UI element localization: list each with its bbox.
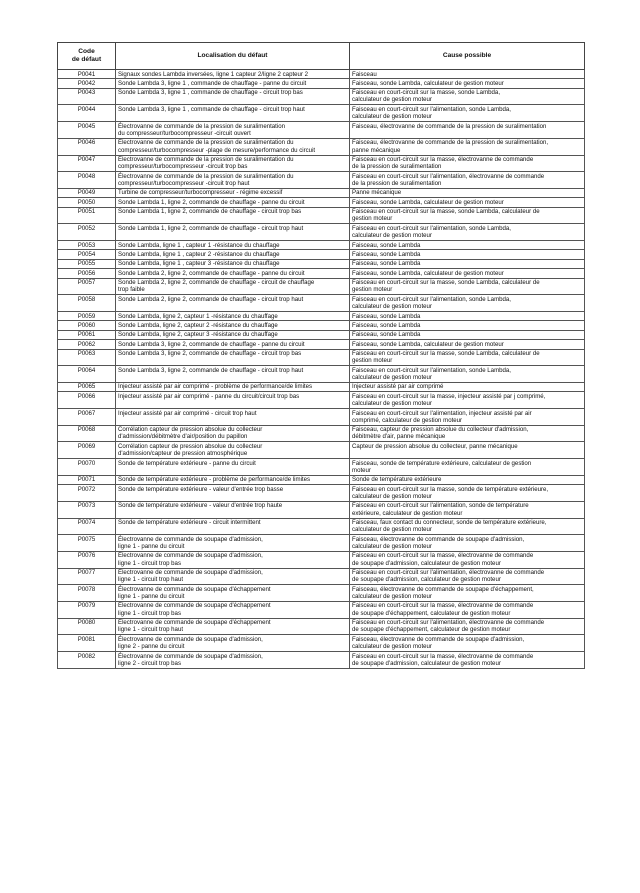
fault-code-cell: P0050 <box>58 198 116 207</box>
possible-cause-cell: Faisceau, sonde Lambda <box>350 330 585 339</box>
possible-cause-cell: Sonde de température extérieure <box>350 475 585 484</box>
table-row <box>58 321 585 330</box>
fault-location-cell: Sonde de température extérieure - circuit intermittent <box>116 518 350 535</box>
possible-cause-cell: Faisceau en court-circuit sur l'alimentation, sonde Lambda, calculateur de gestion moteur <box>350 224 585 241</box>
fault-location-cell: Sonde de température extérieure - panne du circuit <box>116 459 350 476</box>
table-row <box>58 425 585 442</box>
fault-code-sheet <box>57 42 584 669</box>
possible-cause-cell: Faisceau en court-circuit sur l'alimentation, injecteur assisté par air comprimé, calculateur de gestion moteur <box>350 409 585 426</box>
fault-code-cell: P0077 <box>58 568 116 585</box>
table-row <box>58 635 585 652</box>
fault-code-cell: P0062 <box>58 340 116 349</box>
fault-code-cell: P0051 <box>58 207 116 224</box>
possible-cause-cell: Capteur de pression absolue du collecteur, panne mécanique <box>350 442 585 459</box>
fault-code-cell: P0060 <box>58 321 116 330</box>
possible-cause-cell: Faisceau, sonde Lambda <box>350 241 585 250</box>
table-row <box>58 518 585 535</box>
possible-cause-cell: Faisceau en court-circuit sur la masse, injecteur assisté par j comprimé, calculateur de gestion moteur <box>350 392 585 409</box>
fault-location-cell: Électrovanne de commande de soupape d'admission, ligne 1 - circuit trop haut <box>116 568 350 585</box>
possible-cause-cell: Faisceau, électrovanne de commande de soupape d'admission, calculateur de gestion moteur <box>350 535 585 552</box>
table-row <box>58 618 585 635</box>
fault-code-cell: P0074 <box>58 518 116 535</box>
fault-code-cell: P0080 <box>58 618 116 635</box>
fault-location-cell: Sonde Lambda, ligne 2, capteur 1 -résistance du chauffage <box>116 312 350 321</box>
possible-cause-cell: Faisceau en court-circuit sur la masse, électrovanne de commande de la pression de suralimentation <box>350 155 585 172</box>
fault-location-cell: Signaux sondes Lambda inversées, ligne 1 capteur 2/ligne 2 capteur 2 <box>116 70 350 79</box>
possible-cause-cell: Faisceau en court-circuit sur l'alimentation, électrovanne de commande de la pression de suralimentation <box>350 172 585 189</box>
fault-code-cell: P0055 <box>58 259 116 268</box>
possible-cause-cell: Faisceau en court-circuit sur la masse, sonde Lambda, calculateur de gestion moteur <box>350 207 585 224</box>
table-row <box>58 259 585 268</box>
possible-cause-cell: Faisceau en court-circuit sur l'alimentation, sonde de température extérieure, calculateur de gestion moteur <box>350 501 585 518</box>
possible-cause-cell: Faisceau, faux contact du connecteur, sonde de température extérieure, calculateur de gestion moteur <box>350 518 585 535</box>
fault-location-cell: Sonde Lambda 1, ligne 2, commande de chauffage - circuit trop haut <box>116 224 350 241</box>
fault-code-cell: P0071 <box>58 475 116 484</box>
fault-location-cell: Sonde Lambda, ligne 2, capteur 2 -résistance du chauffage <box>116 321 350 330</box>
possible-cause-cell: Faisceau, sonde Lambda, calculateur de gestion moteur <box>350 340 585 349</box>
fault-code-cell: P0044 <box>58 105 116 122</box>
fault-location-cell: Injecteur assisté par air comprimé - problème de performance/de limites <box>116 382 350 391</box>
table-row <box>58 241 585 250</box>
fault-location-cell: Électrovanne de commande de soupape d'admission, ligne 2 - circuit trop bas <box>116 652 350 669</box>
table-row <box>58 155 585 172</box>
fault-code-table <box>57 42 585 669</box>
fault-code-cell: P0064 <box>58 366 116 383</box>
possible-cause-cell: Faisceau, capteur de pression absolue du collecteur d'admission, débitmètre d'air, panne mécanique <box>350 425 585 442</box>
fault-location-cell: Électrovanne de commande de la pression de suralimentation du compresseur/turbocompresseur -circuit trop bas <box>116 155 350 172</box>
table-row <box>58 207 585 224</box>
table-row <box>58 551 585 568</box>
table-header <box>58 43 585 70</box>
fault-location-cell: Électrovanne de commande de soupape d'admission, ligne 1 - panne du circuit <box>116 535 350 552</box>
fault-location-cell: Sonde de température extérieure - valeur d'entrée trop basse <box>116 485 350 502</box>
possible-cause-cell: Faisceau, électrovanne de commande de la pression de suralimentation <box>350 122 585 139</box>
fault-location-cell: Sonde Lambda 3, ligne 2, commande de chauffage - circuit trop haut <box>116 366 350 383</box>
table-row <box>58 198 585 207</box>
fault-code-cell: P0041 <box>58 70 116 79</box>
fault-code-cell: P0053 <box>58 241 116 250</box>
table-row <box>58 501 585 518</box>
fault-location-cell: Sonde Lambda, ligne 2, capteur 3 -résistance du chauffage <box>116 330 350 339</box>
table-row <box>58 269 585 278</box>
table-row <box>58 250 585 259</box>
fault-location-cell: Sonde de température extérieure - valeur d'entrée trop haute <box>116 501 350 518</box>
possible-cause-cell: Faisceau, sonde Lambda, calculateur de gestion moteur <box>350 79 585 88</box>
possible-cause-cell: Faisceau, sonde Lambda <box>350 312 585 321</box>
fault-code-cell: P0066 <box>58 392 116 409</box>
fault-location-cell: Sonde Lambda 1, ligne 2, commande de chauffage - circuit trop bas <box>116 207 350 224</box>
fault-code-cell: P0078 <box>58 585 116 602</box>
table-row <box>58 485 585 502</box>
fault-location-cell: Sonde Lambda 3, ligne 1 , commande de chauffage - circuit trop bas <box>116 88 350 105</box>
table-row <box>58 535 585 552</box>
possible-cause-cell: Injecteur assisté par air comprimé <box>350 382 585 391</box>
table-row <box>58 601 585 618</box>
table-body <box>58 70 585 669</box>
header-code: Code de défaut <box>58 43 116 70</box>
table-row <box>58 172 585 189</box>
fault-location-cell: Sonde Lambda 3, ligne 2, commande de chauffage - panne du circuit <box>116 340 350 349</box>
fault-location-cell: Sonde Lambda, ligne 1 , capteur 1 -résistance du chauffage <box>116 241 350 250</box>
possible-cause-cell: Faisceau, sonde Lambda, calculateur de gestion moteur <box>350 198 585 207</box>
possible-cause-cell: Panne mécanique <box>350 188 585 197</box>
table-row <box>58 278 585 295</box>
fault-code-cell: P0073 <box>58 501 116 518</box>
header-location: Localisation du défaut <box>116 43 350 70</box>
possible-cause-cell: Faisceau <box>350 70 585 79</box>
table-row <box>58 340 585 349</box>
table-row <box>58 70 585 79</box>
fault-code-cell: P0046 <box>58 138 116 155</box>
table-row <box>58 330 585 339</box>
fault-location-cell: Sonde de température extérieure - problème de performance/de limites <box>116 475 350 484</box>
fault-location-cell: Corrélation capteur de pression absolue du collecteur d'admission/capteur de pression atmosphérique <box>116 442 350 459</box>
possible-cause-cell: Faisceau en court-circuit sur la masse, sonde Lambda, calculateur de gestion moteur <box>350 349 585 366</box>
table-row <box>58 224 585 241</box>
possible-cause-cell: Faisceau en court-circuit sur l'alimentation, sonde Lambda, calculateur de gestion moteur <box>350 295 585 312</box>
fault-location-cell: Sonde Lambda 2, ligne 2, commande de chauffage - circuit de chauffage trop faible <box>116 278 350 295</box>
table-row <box>58 652 585 669</box>
fault-code-cell: P0076 <box>58 551 116 568</box>
fault-code-cell: P0043 <box>58 88 116 105</box>
fault-code-cell: P0061 <box>58 330 116 339</box>
fault-code-cell: P0082 <box>58 652 116 669</box>
possible-cause-cell: Faisceau en court-circuit sur la masse, électrovanne de commande de soupape d'admission, calculateur de gestion moteur <box>350 551 585 568</box>
fault-code-cell: P0057 <box>58 278 116 295</box>
fault-location-cell: Électrovanne de commande de soupape d'échappement ligne 1 - panne du circuit <box>116 585 350 602</box>
header-row <box>58 43 585 70</box>
fault-code-cell: P0075 <box>58 535 116 552</box>
fault-location-cell: Électrovanne de commande de soupape d'échappement ligne 1 - circuit trop haut <box>116 618 350 635</box>
fault-code-cell: P0079 <box>58 601 116 618</box>
table-row <box>58 312 585 321</box>
table-row <box>58 475 585 484</box>
fault-location-cell: Sonde Lambda 2, ligne 2, commande de chauffage - panne du circuit <box>116 269 350 278</box>
fault-code-cell: P0054 <box>58 250 116 259</box>
fault-location-cell: Sonde Lambda, ligne 1 , capteur 2 -résistance du chauffage <box>116 250 350 259</box>
table-row <box>58 585 585 602</box>
fault-code-cell: P0065 <box>58 382 116 391</box>
fault-location-cell: Injecteur assisté par air comprimé - circuit trop haut <box>116 409 350 426</box>
table-row <box>58 382 585 391</box>
possible-cause-cell: Faisceau en court-circuit sur l'alimentation, électrovanne de commande de soupape d'admission, calculateur de gestion moteur <box>350 568 585 585</box>
fault-location-cell: Injecteur assisté par air comprimé - panne du circuit/circuit trop bas <box>116 392 350 409</box>
fault-code-cell: P0068 <box>58 425 116 442</box>
fault-code-cell: P0069 <box>58 442 116 459</box>
table-row <box>58 105 585 122</box>
table-row <box>58 122 585 139</box>
fault-location-cell: Sonde Lambda 3, ligne 1 , commande de chauffage - panne du circuit <box>116 79 350 88</box>
table-row <box>58 568 585 585</box>
table-row <box>58 295 585 312</box>
fault-code-cell: P0058 <box>58 295 116 312</box>
possible-cause-cell: Faisceau en court-circuit sur l'alimentation, sonde Lambda, calculateur de gestion moteur <box>350 105 585 122</box>
possible-cause-cell: Faisceau, électrovanne de commande de la pression de suralimentation, panne mécanique <box>350 138 585 155</box>
fault-location-cell: Électrovanne de commande de la pression de suralimentation du compresseur/turbocompresseur -circuit trop haut <box>116 172 350 189</box>
table-row <box>58 392 585 409</box>
fault-code-cell: P0047 <box>58 155 116 172</box>
table-row <box>58 409 585 426</box>
fault-code-cell: P0042 <box>58 79 116 88</box>
possible-cause-cell: Faisceau, sonde Lambda <box>350 259 585 268</box>
possible-cause-cell: Faisceau en court-circuit sur la masse, sonde de température extérieure, calculateur de gestion moteur <box>350 485 585 502</box>
table-row <box>58 88 585 105</box>
fault-code-cell: P0081 <box>58 635 116 652</box>
possible-cause-cell: Faisceau en court-circuit sur la masse, sonde Lambda, calculateur de gestion moteur <box>350 88 585 105</box>
table-row <box>58 349 585 366</box>
fault-location-cell: Électrovanne de commande de soupape d'admission, ligne 2 - panne du circuit <box>116 635 350 652</box>
fault-location-cell: Sonde Lambda 3, ligne 1 , commande de chauffage - circuit trop haut <box>116 105 350 122</box>
fault-location-cell: Électrovanne de commande de soupape d'échappement ligne 1 - circuit trop bas <box>116 601 350 618</box>
table-row <box>58 366 585 383</box>
possible-cause-cell: Faisceau, sonde Lambda <box>350 321 585 330</box>
possible-cause-cell: Faisceau, électrovanne de commande de soupape d'admission, calculateur de gestion moteur <box>350 635 585 652</box>
fault-location-cell: Sonde Lambda 3, ligne 2, commande de chauffage - circuit trop bas <box>116 349 350 366</box>
fault-code-cell: P0072 <box>58 485 116 502</box>
fault-location-cell: Électrovanne de commande de soupape d'admission, ligne 1 - circuit trop bas <box>116 551 350 568</box>
possible-cause-cell: Faisceau en court-circuit sur l'alimentation, sonde Lambda, calculateur de gestion moteur <box>350 366 585 383</box>
fault-code-cell: P0070 <box>58 459 116 476</box>
table-row <box>58 138 585 155</box>
possible-cause-cell: Faisceau en court-circuit sur la masse, sonde Lambda, calculateur de gestion moteur <box>350 278 585 295</box>
fault-code-cell: P0048 <box>58 172 116 189</box>
table-row <box>58 188 585 197</box>
fault-code-cell: P0067 <box>58 409 116 426</box>
fault-location-cell: Électrovanne de commande de la pression de suralimentation du compresseur/turbocompresseur -circuit ouvert <box>116 122 350 139</box>
possible-cause-cell: Faisceau en court-circuit sur la masse, électrovanne de commande de soupape d'admission, calculateur de gestion moteur <box>350 652 585 669</box>
fault-location-cell: Sonde Lambda 1, ligne 2, commande de chauffage - panne du circuit <box>116 198 350 207</box>
header-cause: Cause possible <box>350 43 585 70</box>
possible-cause-cell: Faisceau en court-circuit sur la masse, électrovanne de commande de soupape d'échappement, calculateur de gestion moteur <box>350 601 585 618</box>
possible-cause-cell: Faisceau en court-circuit sur l'alimentation, électrovanne de commande de soupape d'échappement, calculateur de gestion moteur <box>350 618 585 635</box>
fault-code-cell: P0052 <box>58 224 116 241</box>
table-row <box>58 79 585 88</box>
fault-location-cell: Sonde Lambda, ligne 1 , capteur 3 -résistance du chauffage <box>116 259 350 268</box>
table-row <box>58 442 585 459</box>
fault-location-cell: Turbine de compresseur/turbocompresseur - régime excessif <box>116 188 350 197</box>
possible-cause-cell: Faisceau, électrovanne de commande de soupape d'échappement, calculateur de gestion moteur <box>350 585 585 602</box>
fault-location-cell: Corrélation capteur de pression absolue du collecteur d'admission/débitmètre d'air/position du papillon <box>116 425 350 442</box>
fault-location-cell: Électrovanne de commande de la pression de suralimentation du compresseur/turbocompresseur -plage de mesure/performance du circuit <box>116 138 350 155</box>
fault-code-cell: P0063 <box>58 349 116 366</box>
possible-cause-cell: Faisceau, sonde Lambda <box>350 250 585 259</box>
fault-code-cell: P0049 <box>58 188 116 197</box>
possible-cause-cell: Faisceau, sonde Lambda, calculateur de gestion moteur <box>350 269 585 278</box>
possible-cause-cell: Faisceau, sonde de température extérieure, calculateur de gestion moteur <box>350 459 585 476</box>
fault-code-cell: P0059 <box>58 312 116 321</box>
fault-code-cell: P0045 <box>58 122 116 139</box>
fault-location-cell: Sonde Lambda 2, ligne 2, commande de chauffage - circuit trop haut <box>116 295 350 312</box>
fault-code-cell: P0056 <box>58 269 116 278</box>
table-row <box>58 459 585 476</box>
